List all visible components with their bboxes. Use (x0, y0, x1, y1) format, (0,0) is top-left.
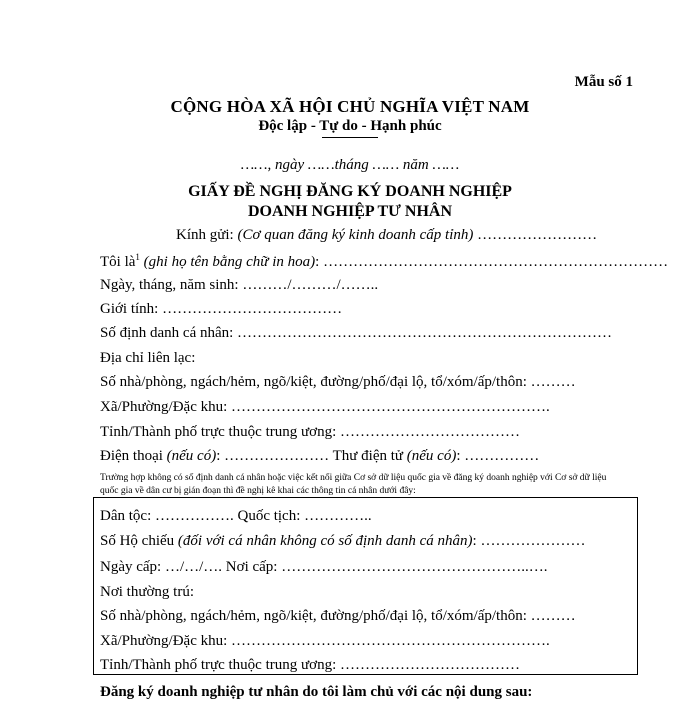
passport-field (100, 533, 585, 550)
contact-province-field: Tỉnh/Thành phố trực thuộc trung ương: ……………………………… (100, 424, 520, 440)
addressee-value: (Cơ quan đăng ký kinh doanh cấp tỉnh) (237, 227, 474, 243)
residence-province-field: Tỉnh/Thành phố trực thuộc trung ương: ……………………………… (100, 657, 520, 673)
document-title: GIẤY ĐỀ NGHỊ ĐĂNG KÝ DOANH NGHIỆP (188, 183, 512, 200)
full-name-label: Tôi là (100, 254, 136, 270)
passport-label: Số Hộ chiếu (100, 533, 178, 549)
ethnicity-nationality-field: Dân tộc: ……………. Quốc tịch: ………….. (100, 508, 372, 524)
residence-ward-field: Xã/Phường/Đặc khu: ………………………………………………………. (100, 633, 550, 649)
full-name-field (100, 252, 668, 271)
contact-address-label: Địa chỉ liên lạc: (100, 350, 196, 366)
birth-date-field: Ngày, tháng, năm sinh: ………/………/…….. (100, 277, 379, 293)
full-name-dots: : …………………………………………………………… (315, 254, 669, 270)
residence-street-field: Số nhà/phòng, ngách/hẻm, ngõ/kiệt, đường/phố/đại lộ, tổ/xóm/ấp/thôn: ……… (100, 608, 576, 624)
full-name-hint: (ghi họ tên bằng chữ in hoa) (139, 254, 316, 270)
fallback-note: Trường hợp không có số định danh cá nhân hoặc việc kết nối giữa Cơ sở dữ liệu quốc gia về đăng ký doanh nghiệp với Cơ sở dữ liệu quốc gia về dân cư bị gián đoạn thì đề nghị kê khai các thông tin cá nhân dưới đây: (100, 473, 607, 496)
motto: Độc lập - Tự do - Hạnh phúc (258, 118, 442, 134)
email-hint: (nếu có) (406, 448, 457, 464)
gender-field: Giới tính: ……………………………… (100, 301, 343, 317)
document-subtitle: DOANH NGHIỆP TƯ NHÂN (247, 203, 452, 220)
personal-id-field: Số định danh cá nhân: ………………………………………………………………… (100, 325, 613, 341)
footnote-ref: 1 (135, 252, 140, 262)
addressee (176, 227, 597, 244)
phone-email-field (100, 448, 539, 465)
phone-hint: (nếu có) (166, 448, 217, 464)
motto-underline (322, 137, 378, 138)
form-number: Mẫu số 1 (574, 74, 633, 90)
nation-heading: CỘNG HÒA XÃ HỘI CHỦ NGHĨA VIỆT NAM (170, 97, 530, 116)
contact-ward-field: Xã/Phường/Đặc khu: ………………………………………………………. (100, 399, 550, 415)
passport-dots: : ………………… (472, 533, 586, 549)
registration-statement: Đăng ký doanh nghiệp tư nhân do tôi làm chủ với các nội dung sau: (100, 684, 533, 700)
contact-street-field: Số nhà/phòng, ngách/hẻm, ngõ/kiệt, đường/phố/đại lộ, tổ/xóm/ấp/thôn: ……… (100, 374, 576, 390)
phone-dots: : ………………… Thư điện tử (216, 448, 407, 464)
issue-field: Ngày cấp: …/…/…. Nơi cấp: …………………………………………..…. (100, 559, 548, 575)
addressee-dots: …………………… (473, 227, 598, 243)
residence-label: Nơi thường trú: (100, 584, 194, 600)
email-dots: : …………… (456, 448, 540, 464)
passport-hint: (đối với cá nhân không có số định danh cá nhân) (177, 533, 473, 549)
addressee-label: Kính gửi: (176, 227, 234, 243)
date-line: ……, ngày ……tháng …… năm …… (240, 157, 460, 173)
phone-label: Điện thoại (100, 448, 167, 464)
